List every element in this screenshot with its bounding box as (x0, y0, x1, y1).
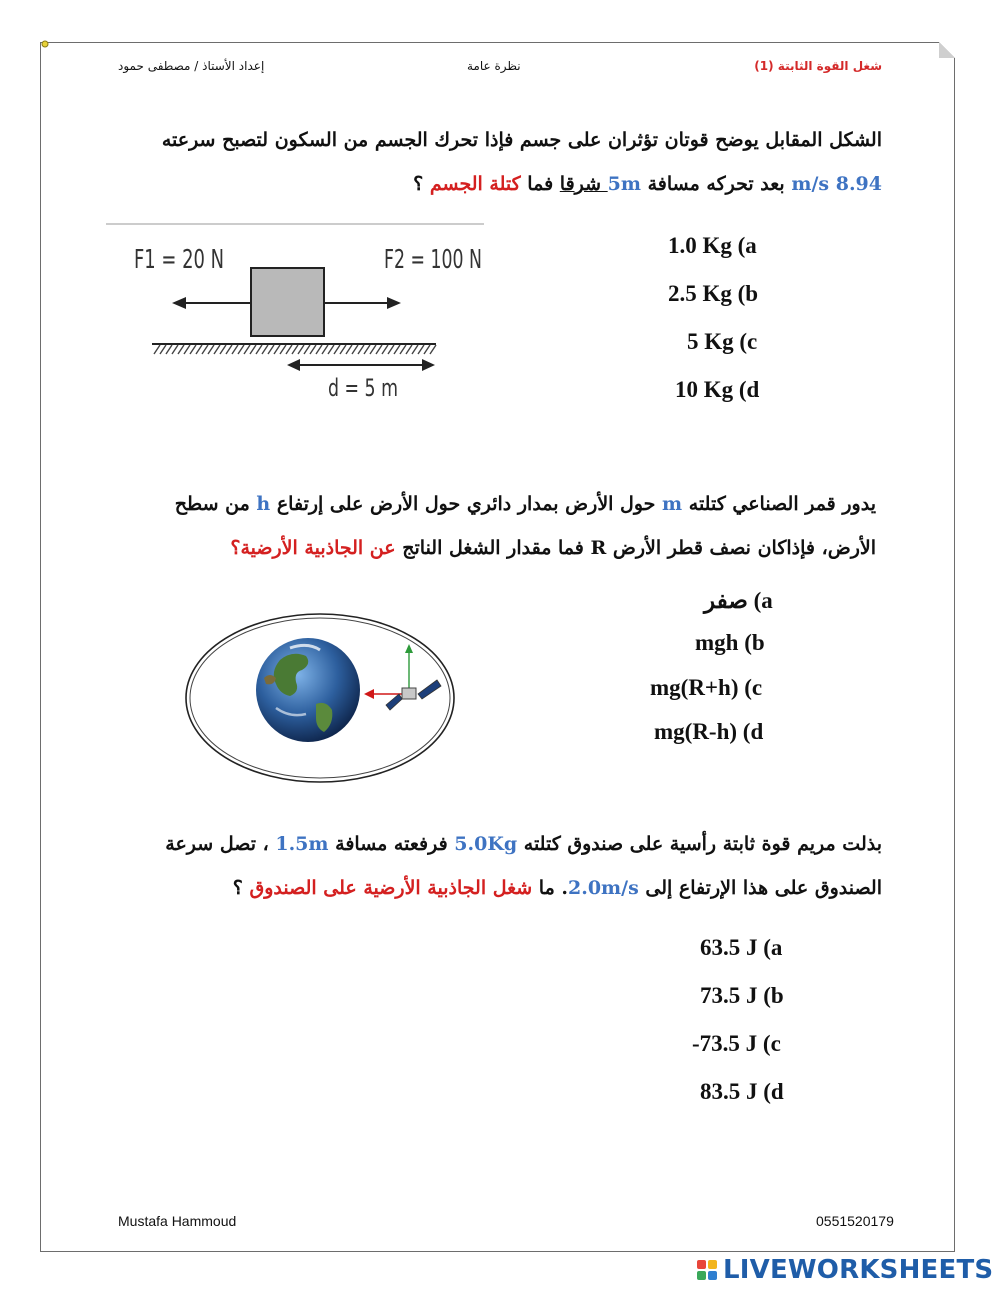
q3-speed: 2.0m/s (568, 877, 639, 899)
displacement-arrow-left (287, 359, 300, 371)
question-2-line-2: الأرض، فإذاكان نصف قطر الأرض R فما مقدار الشغل الناتج عن الجاذبية الأرضية؟ (230, 537, 876, 559)
worksheet-author: إعداد الأستاذ / مصطفى حمود (118, 59, 265, 73)
q1-option-d[interactable]: 10 Kg (d (675, 377, 760, 402)
question-3-line-2: الصندوق على هذا الإرتفاع إلى 2.0m/s. ما شغل الجاذبية الأرضية على الصندوق ؟ (232, 877, 882, 899)
q2-option-a[interactable]: صفر (a (704, 588, 773, 613)
forces-diagram (106, 220, 486, 405)
question-2 (106, 482, 876, 570)
question-1 (112, 118, 882, 206)
worksheet-subtitle: نظرة عامة (467, 59, 521, 73)
q3-distance: 1.5m (275, 833, 329, 855)
force-f1-label: F1 = 20 N (134, 245, 224, 275)
satellite-icon (386, 680, 441, 710)
worksheet-title: شغل القوة الثابتة (1) (754, 59, 882, 73)
question-1-line-2: 8.94 m/s بعد تحركه مسافة 5m شرقا فما كتلة الجسم ؟ (413, 173, 882, 195)
q2-option-d[interactable]: mg(R-h) (d (654, 719, 764, 744)
gravity-arrow (364, 689, 374, 699)
displacement-label: d = 5 m (328, 374, 398, 402)
force-f2-arrow (387, 297, 401, 309)
force-f2-label: F2 = 100 N (384, 245, 482, 275)
block (251, 268, 324, 336)
pin-icon (41, 40, 49, 48)
q2-mass-symbol: m (662, 493, 683, 515)
q1-target: كتلة الجسم (429, 173, 521, 195)
q2-option-b[interactable]: mgh (b (695, 630, 765, 655)
q2-option-c[interactable]: mg(R+h) (c (650, 675, 763, 700)
q1-distance: 5m (607, 173, 641, 195)
q1-option-a[interactable]: 1.0 Kg (a (668, 233, 757, 258)
q3-option-d[interactable]: 83.5 J (d (700, 1079, 784, 1104)
page-fold (939, 42, 955, 58)
brand-text: LIVEWORKSHEETS (723, 1255, 994, 1285)
velocity-arrow (405, 644, 413, 653)
liveworksheets-logo[interactable] (697, 1255, 993, 1285)
q3-option-a[interactable]: 63.5 J (a (700, 935, 783, 960)
q3-target: شغل الجاذبية الأرضية على الصندوق (249, 877, 533, 899)
q3-option-c[interactable]: -73.5 J (c (692, 1031, 781, 1056)
q2-height-symbol: h (256, 493, 271, 515)
displacement-arrow-right (422, 359, 435, 371)
force-f1-arrow (172, 297, 186, 309)
question-3-line-1: بذلت مريم قوة ثابتة رأسية على صندوق كتلته 5.0Kg فرفعته مسافة 1.5m ، تصل سرعة (165, 833, 882, 855)
q1-option-b[interactable]: 2.5 Kg (b (668, 281, 759, 306)
earth-icon (256, 638, 360, 742)
question-2-line-1: يدور قمر الصناعي كتلته m حول الأرض بمدار دائري حول الأرض على إرتفاع h من سطح (174, 493, 876, 515)
ground-hatching (154, 345, 436, 354)
logo-grid-icon (697, 1260, 717, 1280)
orbit-diagram (180, 608, 460, 788)
q1-option-c[interactable]: 5 Kg (c (687, 329, 758, 354)
question-3 (112, 822, 882, 910)
footer-name: Mustafa Hammoud (118, 1213, 237, 1229)
q3-option-b[interactable]: 73.5 J (b (700, 983, 784, 1008)
q1-speed: 8.94 m/s (791, 173, 882, 195)
question-1-line-1: الشكل المقابل يوضح قوتان تؤثران على جسم فإذا تحرك الجسم من السكون لتصبح سرعته (161, 129, 882, 151)
footer-phone: 0551520179 (816, 1213, 894, 1229)
q3-mass: 5.0Kg (454, 833, 518, 855)
q2-target: عن الجاذبية الأرضية؟ (230, 537, 396, 559)
